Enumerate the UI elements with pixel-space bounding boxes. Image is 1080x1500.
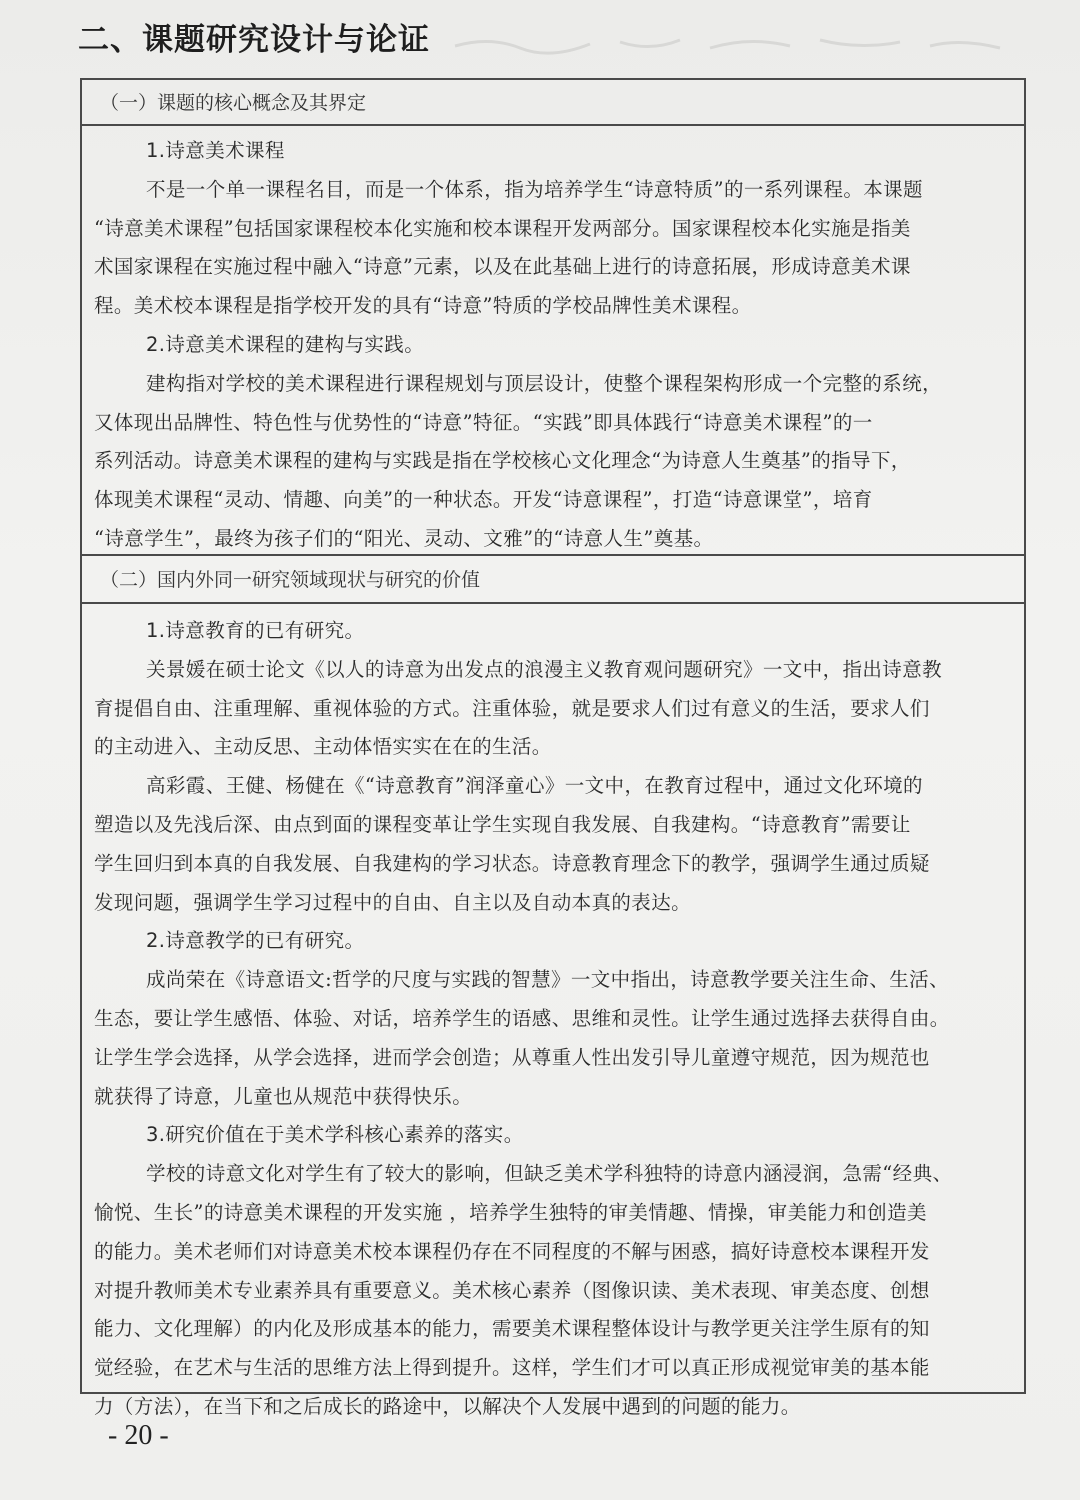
paragraph-line: 对提升教师美术专业素养具有重要意义。美术核心素养（图像识读、美术表现、审美态度、创想 [94, 1278, 930, 1302]
section-heading: 二、课题研究设计与论证 [78, 22, 430, 58]
paragraph-line: 的主动进入、主动反思、主动体悟实实在在的生活。 [94, 735, 552, 759]
paragraph-line: 让学生学会选择，从学会选择，进而学会创造；从尊重人性出发引导儿童遵守规范，因为规范也 [94, 1045, 930, 1069]
paragraph-line: 学生回归到本真的自我发展、自我建构的学习状态。诗意教育理念下的教学，强调学生通过质疑 [94, 851, 930, 875]
paragraph-line: 觉经验，在艺术与生活的思维方法上得到提升。这样，学生们才可以真正形成视觉审美的基本能 [94, 1356, 930, 1380]
paragraph-line: 塑造以及先浅后深、由点到面的课程变革让学生实现自我发展、自我建构。“诗意教育”需要让 [94, 812, 911, 836]
section2-title: （二）国内外同一研究领域现状与研究的价值 [82, 554, 1024, 604]
paragraph-line: 就获得了诗意，儿童也从规范中获得快乐。 [94, 1084, 473, 1108]
paragraph-line: 系列活动。诗意美术课程的建构与实践是指在学校核心文化理念“为诗意人生奠基”的指导下， [94, 449, 911, 473]
subheading: 3.研究价值在于美术学科核心素养的落实。 [146, 1123, 524, 1147]
paragraph-line: 育提倡自由、注重理解、重视体验的方式。注重体验，就是要求人们过有意义的生活，要求人们 [94, 696, 930, 720]
section1-body [94, 132, 1014, 559]
paragraph-line: 生态，要让学生感悟、体验、对话，培养学生的语感、思维和灵性。让学生通过选择去获得自由。 [94, 1006, 950, 1030]
subheading: 2.诗意教学的已有研究。 [146, 929, 365, 953]
content-table [80, 78, 1026, 1418]
paragraph-line: 学校的诗意文化对学生有了较大的影响，但缺乏美术学科独特的诗意内涵浸润，急需“经典、 [146, 1162, 953, 1186]
paragraph-line: 发现问题，强调学生学习过程中的自由、自主以及自动本真的表达。 [94, 890, 692, 914]
paragraph-line: 的能力。美术老师们对诗意美术校本课程仍存在不同程度的不解与困惑，搞好诗意校本课程开发 [94, 1239, 930, 1263]
subheading: 2.诗意美术课程的建构与实践。 [146, 332, 425, 356]
paragraph-line: 成尚荣在《诗意语文:哲学的尺度与实践的智慧》一文中指出，诗意教学要关注生命、生活、 [146, 968, 949, 992]
paragraph-line: 建构指对学校的美术课程进行课程规划与顶层设计，使整个课程架构形成一个完整的系统， [146, 371, 943, 395]
subheading: 1.诗意教育的已有研究。 [146, 619, 365, 642]
page-number: - 20 - [108, 1420, 169, 1451]
paragraph-line: 关景媛在硕士论文《以人的诗意为出发点的浪漫主义教育观问题研究》一文中，指出诗意教 [146, 657, 943, 681]
faint-handwriting-mark [450, 28, 1010, 58]
paragraph-line: 又体现出品牌性、特色性与优势性的“诗意”特征。“实践”即具体践行“诗意美术课程”的一 [94, 410, 873, 434]
paragraph-line: “诗意学生”，最终为孩子们的“阳光、灵动、文雅”的“诗意人生”奠基。 [94, 526, 714, 550]
paragraph-line: “诗意美术课程”包括国家课程校本化实施和校本课程开发两部分。国家课程校本化实施是指美 [94, 216, 911, 240]
paragraph-line: 高彩霞、王健、杨健在《“诗意教育”润泽童心》一文中，在教育过程中，通过文化环境的 [146, 774, 923, 798]
paragraph-line: 不是一个单一课程名目，而是一个体系，指为培养学生“诗意特质”的一系列课程。本课题 [146, 177, 923, 201]
paragraph-line: 力（方法），在当下和之后成长的路途中，以解决个人发展中遇到的问题的能力。 [94, 1394, 801, 1418]
paragraph-line: 程。美术校本课程是指学校开发的具有“诗意”特质的学校品牌性美术课程。 [94, 294, 752, 318]
section2-body [94, 612, 1014, 1427]
section1-title: （一）课题的核心概念及其界定 [82, 80, 1024, 126]
paragraph-line: 能力、文化理解）的内化及形成基本的能力，需要美术课程整体设计与教学更关注学生原有的知 [94, 1317, 930, 1341]
paragraph-line: 术国家课程在实施过程中融入“诗意”元素，以及在此基础上进行的诗意拓展，形成诗意美术课 [94, 255, 911, 279]
subheading: 1.诗意美术课程 [146, 139, 285, 162]
paragraph-line: 愉悦、生长”的诗意美术课程的开发实施 ，培养学生独特的审美情趣、情操，审美能力和创造美 [94, 1200, 927, 1224]
paragraph-line: 体现美术课程“灵动、情趣、向美”的一种状态。开发“诗意课程”，打造“诗意课堂”，培育 [94, 488, 873, 512]
